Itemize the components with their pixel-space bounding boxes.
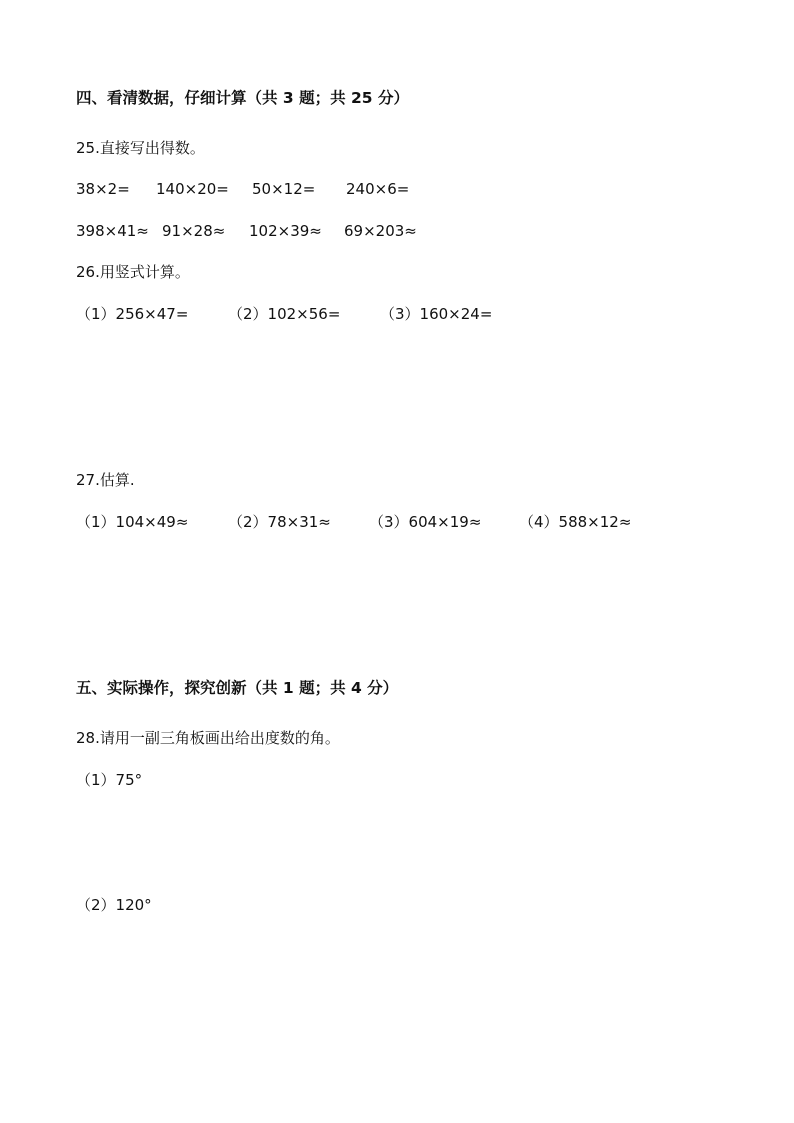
estimate-item: （2）78×31≈ xyxy=(228,513,331,531)
question-28-item-2: （2）120° xyxy=(76,896,152,914)
question-27-items xyxy=(0,512,794,532)
section-5-heading: 五、实际操作，探究创新（共 1 题；共 4 分） xyxy=(76,679,399,697)
question-25-row-2 xyxy=(0,221,794,241)
question-26-items xyxy=(0,304,794,324)
expression-item: 50×12= xyxy=(252,180,316,198)
section-4-heading: 四、看清数据，仔细计算（共 3 题；共 25 分） xyxy=(76,89,409,107)
question-27-title: 27.估算. xyxy=(76,471,135,489)
expression-item: 398×41≈ xyxy=(76,222,149,240)
estimate-item: （4）588×12≈ xyxy=(519,513,632,531)
question-26-title: 26.用竖式计算。 xyxy=(76,263,190,281)
expression-item: 240×6= xyxy=(346,180,410,198)
expression-item: 140×20= xyxy=(156,180,229,198)
expression-item: 102×39≈ xyxy=(249,222,322,240)
question-25-row-1 xyxy=(0,179,794,199)
estimate-item: （3）604×19≈ xyxy=(369,513,482,531)
expression-item: 91×28≈ xyxy=(162,222,226,240)
expression-item: 38×2= xyxy=(76,180,130,198)
expression-item: 69×203≈ xyxy=(344,222,417,240)
question-28-item-1: （1）75° xyxy=(76,771,143,789)
calculation-item: （1）256×47= xyxy=(76,305,189,323)
question-28-title: 28.请用一副三角板画出给出度数的角。 xyxy=(76,729,340,747)
estimate-item: （1）104×49≈ xyxy=(76,513,189,531)
question-25-title: 25.直接写出得数。 xyxy=(76,139,205,157)
calculation-item: （2）102×56= xyxy=(228,305,341,323)
calculation-item: （3）160×24= xyxy=(380,305,493,323)
